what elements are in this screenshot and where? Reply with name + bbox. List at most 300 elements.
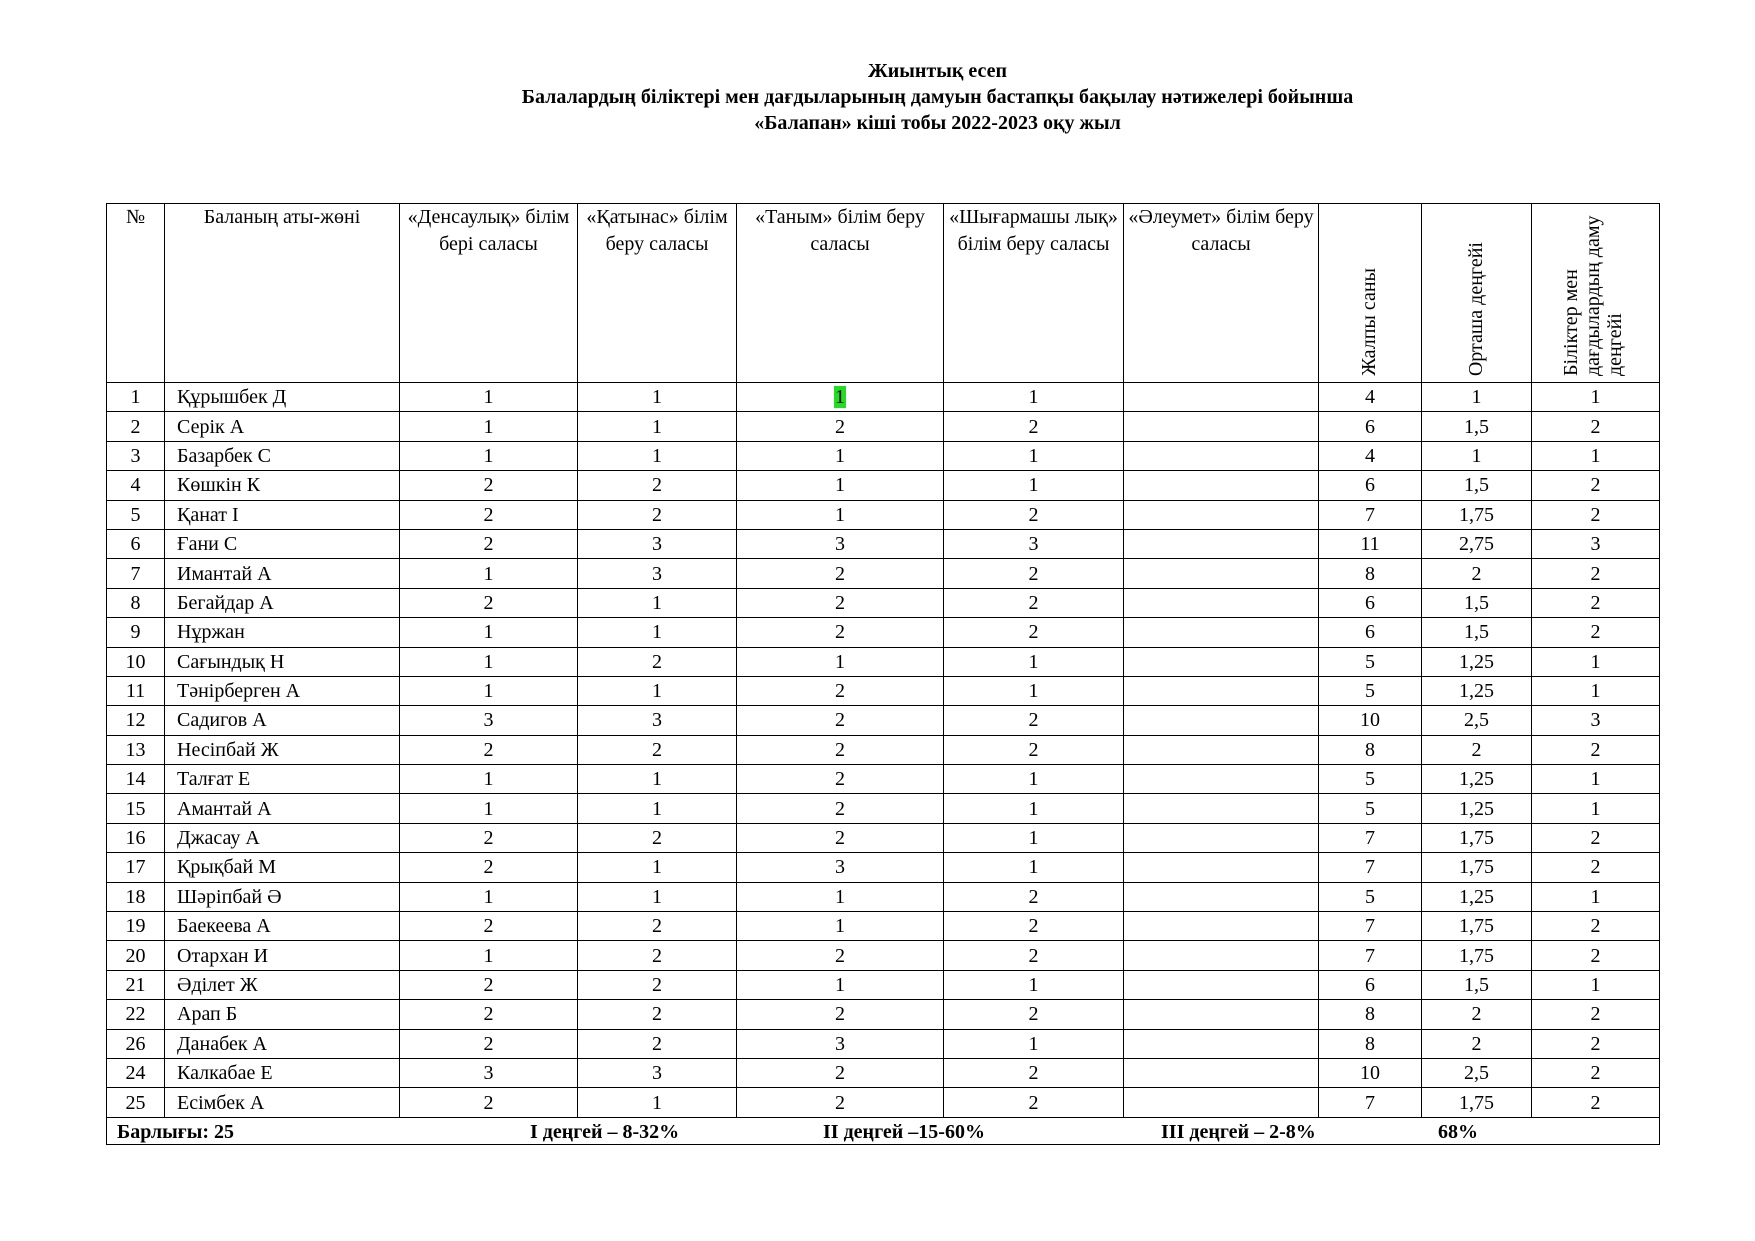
cell-level: 2: [1532, 735, 1660, 764]
cell-cognition: 1: [737, 970, 944, 999]
cell-average: 1,25: [1422, 794, 1532, 823]
cell-num: 13: [107, 735, 165, 764]
cell-creativity: 3: [944, 529, 1124, 558]
cell-total: 6: [1319, 412, 1422, 441]
cell-cognition: 2: [737, 1000, 944, 1029]
cell-social: [1124, 441, 1319, 470]
cell-creativity: 1: [944, 794, 1124, 823]
cell-social: [1124, 823, 1319, 852]
cell-level: 2: [1532, 1000, 1660, 1029]
cell-social: [1124, 912, 1319, 941]
cell-cognition: 3: [737, 1029, 944, 1058]
cell-name: Джасау А: [165, 823, 400, 852]
cell-creativity: 2: [944, 1088, 1124, 1117]
header-skill-level: [1532, 204, 1660, 383]
table-row: [107, 853, 1660, 882]
cell-creativity: 1: [944, 383, 1124, 412]
cell-name: Несіпбай Ж: [165, 735, 400, 764]
cell-num: 19: [107, 912, 165, 941]
cell-name: Қрықбай М: [165, 853, 400, 882]
cell-cognition: 2: [737, 412, 944, 441]
cell-level: 3: [1532, 529, 1660, 558]
cell-creativity: 1: [944, 970, 1124, 999]
cell-level: 2: [1532, 1029, 1660, 1058]
cell-total: 5: [1319, 882, 1422, 911]
cell-total: 8: [1319, 559, 1422, 588]
cell-health: 1: [400, 941, 578, 970]
cell-creativity: 1: [944, 471, 1124, 500]
table-row: [107, 412, 1660, 441]
header-name: Баланың аты-жөні: [165, 204, 400, 383]
cell-average: 1,5: [1422, 618, 1532, 647]
cell-average: 1,75: [1422, 1088, 1532, 1117]
header-total-count: [1319, 204, 1422, 383]
cell-social: [1124, 412, 1319, 441]
cell-social: [1124, 618, 1319, 647]
table-row: [107, 500, 1660, 529]
table-row: [107, 912, 1660, 941]
cell-social: [1124, 383, 1319, 412]
table-row: [107, 823, 1660, 852]
cell-creativity: 2: [944, 588, 1124, 617]
cell-social: [1124, 529, 1319, 558]
cell-name: Бегайдар А: [165, 588, 400, 617]
summary-total: Барлығы: 25: [117, 1120, 235, 1143]
summary-percent: 68%: [1438, 1120, 1478, 1143]
header-row: [107, 204, 1660, 383]
cell-social: [1124, 735, 1319, 764]
cell-cognition: 1: [737, 912, 944, 941]
table-body: [107, 383, 1660, 1118]
cell-average: 2: [1422, 559, 1532, 588]
cell-cognition: 3: [737, 529, 944, 558]
header-cognition: «Таным» білім беру саласы: [737, 204, 944, 383]
cell-num: 14: [107, 765, 165, 794]
cell-communication: 2: [578, 941, 737, 970]
cell-social: [1124, 1088, 1319, 1117]
cell-name: Баекеева А: [165, 912, 400, 941]
cell-social: [1124, 500, 1319, 529]
cell-social: [1124, 1000, 1319, 1029]
table-row: [107, 882, 1660, 911]
cell-level: 2: [1532, 500, 1660, 529]
table-row: [107, 1058, 1660, 1087]
summary-level-1: І деңгей – 8-32%: [530, 1120, 680, 1143]
cell-cognition: 2: [737, 1058, 944, 1087]
cell-num: 22: [107, 1000, 165, 1029]
cell-communication: 1: [578, 441, 737, 470]
cell-total: 7: [1319, 1088, 1422, 1117]
cell-name: Серік А: [165, 412, 400, 441]
cell-total: 4: [1319, 383, 1422, 412]
cell-level: 2: [1532, 412, 1660, 441]
cell-total: 6: [1319, 618, 1422, 647]
header-skill-level-label: Біліктер мен дағдылардың даму деңгейі: [1559, 215, 1626, 376]
table-row: [107, 559, 1660, 588]
cell-social: [1124, 559, 1319, 588]
cell-health: 1: [400, 882, 578, 911]
cell-average: 1,25: [1422, 882, 1532, 911]
cell-health: 1: [400, 441, 578, 470]
cell-health: 3: [400, 706, 578, 735]
cell-communication: 3: [578, 1058, 737, 1087]
cell-health: 1: [400, 647, 578, 676]
cell-creativity: 1: [944, 823, 1124, 852]
cell-social: [1124, 765, 1319, 794]
cell-creativity: 2: [944, 559, 1124, 588]
cell-average: 1,25: [1422, 647, 1532, 676]
cell-social: [1124, 588, 1319, 617]
cell-name: Амантай А: [165, 794, 400, 823]
cell-communication: 2: [578, 1029, 737, 1058]
cell-average: 2: [1422, 1029, 1532, 1058]
cell-num: 8: [107, 588, 165, 617]
cell-health: 1: [400, 618, 578, 647]
cell-average: 1,75: [1422, 823, 1532, 852]
cell-level: 2: [1532, 1058, 1660, 1087]
summary-level-2: ІІ деңгей –15-60%: [823, 1120, 985, 1143]
cell-social: [1124, 941, 1319, 970]
cell-num: 25: [107, 1088, 165, 1117]
cell-creativity: 2: [944, 412, 1124, 441]
cell-health: 2: [400, 471, 578, 500]
cell-health: 1: [400, 383, 578, 412]
title-line-3: «Балапан» кіші тобы 2022-2023 оқу жыл: [754, 112, 1121, 134]
cell-level: 1: [1532, 441, 1660, 470]
cell-level: 2: [1532, 471, 1660, 500]
title-line-1: Жиынтық есеп: [867, 60, 1008, 82]
cell-health: 2: [400, 735, 578, 764]
cell-num: 17: [107, 853, 165, 882]
cell-creativity: 1: [944, 765, 1124, 794]
cell-average: 1,75: [1422, 500, 1532, 529]
cell-name: Қанат І: [165, 500, 400, 529]
cell-average: 1,5: [1422, 471, 1532, 500]
cell-health: 2: [400, 500, 578, 529]
cell-cognition: 2: [737, 676, 944, 705]
cell-creativity: 2: [944, 706, 1124, 735]
table-row: [107, 941, 1660, 970]
cell-name: Әділет Ж: [165, 970, 400, 999]
cell-num: 16: [107, 823, 165, 852]
cell-average: 1,75: [1422, 912, 1532, 941]
cell-health: 2: [400, 912, 578, 941]
cell-health: 2: [400, 1029, 578, 1058]
cell-creativity: 1: [944, 676, 1124, 705]
header-average: [1422, 204, 1532, 383]
report-title: [0, 58, 1755, 136]
cell-health: 1: [400, 412, 578, 441]
cell-communication: 2: [578, 912, 737, 941]
cell-average: 2,5: [1422, 706, 1532, 735]
cell-total: 7: [1319, 912, 1422, 941]
cell-creativity: 1: [944, 441, 1124, 470]
cell-name: Талғат Е: [165, 765, 400, 794]
table-row: [107, 735, 1660, 764]
cell-level: 2: [1532, 588, 1660, 617]
cell-name: Базарбек С: [165, 441, 400, 470]
cell-social: [1124, 1029, 1319, 1058]
cell-communication: 2: [578, 500, 737, 529]
cell-total: 5: [1319, 647, 1422, 676]
cell-num: 7: [107, 559, 165, 588]
cell-level: 2: [1532, 559, 1660, 588]
cell-cognition: 2: [737, 588, 944, 617]
cell-name: Отархан И: [165, 941, 400, 970]
cell-average: 1,25: [1422, 765, 1532, 794]
cell-name: Тәнірберген А: [165, 676, 400, 705]
cell-average: 1,75: [1422, 941, 1532, 970]
cell-num: 21: [107, 970, 165, 999]
cell-cognition: 3: [737, 853, 944, 882]
cell-num: 4: [107, 471, 165, 500]
highlighted-value: 1: [835, 386, 845, 409]
cell-communication: 1: [578, 1088, 737, 1117]
table-row: [107, 1000, 1660, 1029]
cell-communication: 3: [578, 706, 737, 735]
cell-communication: 2: [578, 823, 737, 852]
cell-total: 8: [1319, 1000, 1422, 1029]
cell-cognition: 2: [737, 823, 944, 852]
results-table: [106, 203, 1660, 1145]
cell-health: 1: [400, 676, 578, 705]
cell-communication: 1: [578, 588, 737, 617]
cell-level: 1: [1532, 647, 1660, 676]
header-health: «Денсаулық» білім бері саласы: [400, 204, 578, 383]
cell-name: Шәріпбай Ә: [165, 882, 400, 911]
cell-total: 6: [1319, 471, 1422, 500]
cell-level: 1: [1532, 794, 1660, 823]
cell-name: Есімбек А: [165, 1088, 400, 1117]
cell-communication: 2: [578, 647, 737, 676]
cell-name: Құрышбек Д: [165, 383, 400, 412]
cell-health: 2: [400, 853, 578, 882]
cell-communication: 1: [578, 794, 737, 823]
cell-average: 2,75: [1422, 529, 1532, 558]
cell-level: 1: [1532, 882, 1660, 911]
cell-level: 2: [1532, 823, 1660, 852]
header-creativity: «Шығармашы лық» білім беру саласы: [944, 204, 1124, 383]
cell-social: [1124, 882, 1319, 911]
cell-level: 1: [1532, 383, 1660, 412]
cell-level: 1: [1532, 765, 1660, 794]
cell-creativity: 1: [944, 647, 1124, 676]
cell-health: 2: [400, 970, 578, 999]
summary-row: [107, 1117, 1660, 1144]
cell-level: 1: [1532, 676, 1660, 705]
header-social: «Әлеумет» білім беру саласы: [1124, 204, 1319, 383]
cell-cognition: 2: [737, 794, 944, 823]
table-row: [107, 1029, 1660, 1058]
cell-total: 8: [1319, 1029, 1422, 1058]
cell-communication: 3: [578, 559, 737, 588]
cell-communication: 1: [578, 765, 737, 794]
cell-cognition: [737, 383, 944, 412]
cell-creativity: 2: [944, 912, 1124, 941]
cell-name: Садигов А: [165, 706, 400, 735]
cell-num: 11: [107, 676, 165, 705]
cell-communication: 1: [578, 383, 737, 412]
cell-total: 4: [1319, 441, 1422, 470]
cell-level: 2: [1532, 1088, 1660, 1117]
cell-total: 7: [1319, 823, 1422, 852]
cell-num: 1: [107, 383, 165, 412]
cell-cognition: 1: [737, 647, 944, 676]
cell-num: 10: [107, 647, 165, 676]
header-communication: «Қатынас» білім беру саласы: [578, 204, 737, 383]
cell-social: [1124, 676, 1319, 705]
cell-communication: 2: [578, 970, 737, 999]
cell-num: 20: [107, 941, 165, 970]
cell-communication: 2: [578, 1000, 737, 1029]
cell-total: 7: [1319, 941, 1422, 970]
cell-total: 5: [1319, 765, 1422, 794]
cell-average: 1,5: [1422, 412, 1532, 441]
cell-cognition: 2: [737, 618, 944, 647]
cell-creativity: 2: [944, 618, 1124, 647]
cell-total: 11: [1319, 529, 1422, 558]
cell-health: 2: [400, 588, 578, 617]
cell-communication: 2: [578, 735, 737, 764]
cell-cognition: 2: [737, 765, 944, 794]
cell-communication: 1: [578, 853, 737, 882]
table-row: [107, 529, 1660, 558]
cell-name: Данабек А: [165, 1029, 400, 1058]
cell-total: 10: [1319, 1058, 1422, 1087]
cell-creativity: 2: [944, 882, 1124, 911]
cell-health: 2: [400, 823, 578, 852]
cell-level: 2: [1532, 618, 1660, 647]
cell-health: 3: [400, 1058, 578, 1087]
cell-total: 5: [1319, 794, 1422, 823]
cell-average: 1: [1422, 383, 1532, 412]
cell-communication: 1: [578, 412, 737, 441]
cell-cognition: 1: [737, 441, 944, 470]
cell-level: 2: [1532, 941, 1660, 970]
header-num: №: [107, 204, 165, 383]
cell-creativity: 2: [944, 941, 1124, 970]
cell-num: 5: [107, 500, 165, 529]
cell-average: 2,5: [1422, 1058, 1532, 1087]
cell-creativity: 2: [944, 1000, 1124, 1029]
cell-health: 2: [400, 529, 578, 558]
table-row: [107, 765, 1660, 794]
cell-cognition: 2: [737, 559, 944, 588]
cell-num: 12: [107, 706, 165, 735]
cell-num: 2: [107, 412, 165, 441]
cell-cognition: 1: [737, 471, 944, 500]
cell-total: 6: [1319, 970, 1422, 999]
cell-creativity: 2: [944, 500, 1124, 529]
cell-average: 1,75: [1422, 853, 1532, 882]
table-row: [107, 676, 1660, 705]
cell-cognition: 2: [737, 706, 944, 735]
cell-name: Ғани С: [165, 529, 400, 558]
cell-total: 6: [1319, 588, 1422, 617]
cell-social: [1124, 1058, 1319, 1087]
cell-social: [1124, 970, 1319, 999]
cell-health: 2: [400, 1088, 578, 1117]
cell-average: 2: [1422, 1000, 1532, 1029]
cell-health: 1: [400, 559, 578, 588]
cell-social: [1124, 706, 1319, 735]
cell-name: Арап Б: [165, 1000, 400, 1029]
cell-creativity: 2: [944, 735, 1124, 764]
title-line-2: Балалардың біліктері мен дағдыларының дамуын бастапқы бақылау нәтижелері бойынша: [521, 86, 1354, 108]
cell-average: 1: [1422, 441, 1532, 470]
cell-cognition: 2: [737, 735, 944, 764]
cell-num: 26: [107, 1029, 165, 1058]
cell-creativity: 1: [944, 1029, 1124, 1058]
cell-total: 7: [1319, 500, 1422, 529]
cell-cognition: 1: [737, 882, 944, 911]
table-row: [107, 970, 1660, 999]
header-total-count-label: Жалпы саны: [1358, 268, 1380, 376]
table-row: [107, 588, 1660, 617]
cell-cognition: 2: [737, 1088, 944, 1117]
cell-social: [1124, 853, 1319, 882]
table-row: [107, 618, 1660, 647]
table-row: [107, 794, 1660, 823]
cell-name: Имантай А: [165, 559, 400, 588]
cell-level: 2: [1532, 853, 1660, 882]
cell-creativity: 1: [944, 853, 1124, 882]
cell-level: 3: [1532, 706, 1660, 735]
cell-cognition: 1: [737, 500, 944, 529]
cell-name: Көшкін К: [165, 471, 400, 500]
cell-communication: 1: [578, 882, 737, 911]
table-row: [107, 706, 1660, 735]
cell-cognition: 2: [737, 941, 944, 970]
cell-total: 8: [1319, 735, 1422, 764]
cell-communication: 2: [578, 471, 737, 500]
cell-name: Сағындық Н: [165, 647, 400, 676]
cell-total: 7: [1319, 853, 1422, 882]
cell-average: 2: [1422, 735, 1532, 764]
cell-num: 9: [107, 618, 165, 647]
header-average-label: Орташа деңгейі: [1464, 241, 1487, 376]
table-row: [107, 383, 1660, 412]
cell-level: 1: [1532, 970, 1660, 999]
cell-num: 15: [107, 794, 165, 823]
cell-level: 2: [1532, 912, 1660, 941]
cell-communication: 3: [578, 529, 737, 558]
cell-health: 2: [400, 1000, 578, 1029]
cell-name: Нұржан: [165, 618, 400, 647]
cell-num: 3: [107, 441, 165, 470]
cell-social: [1124, 794, 1319, 823]
cell-total: 10: [1319, 706, 1422, 735]
cell-health: 1: [400, 765, 578, 794]
cell-social: [1124, 471, 1319, 500]
cell-average: 1,5: [1422, 970, 1532, 999]
cell-communication: 1: [578, 618, 737, 647]
cell-average: 1,25: [1422, 676, 1532, 705]
cell-total: 5: [1319, 676, 1422, 705]
cell-creativity: 2: [944, 1058, 1124, 1087]
table-row: [107, 647, 1660, 676]
table-row: [107, 471, 1660, 500]
cell-average: 1,5: [1422, 588, 1532, 617]
cell-name: Калкабае Е: [165, 1058, 400, 1087]
cell-num: 18: [107, 882, 165, 911]
summary-cell: [107, 1117, 1660, 1144]
summary-level-3: ІІІ деңгей – 2-8%: [1161, 1120, 1316, 1143]
cell-health: 1: [400, 794, 578, 823]
cell-num: 24: [107, 1058, 165, 1087]
cell-social: [1124, 647, 1319, 676]
table-row: [107, 1088, 1660, 1117]
